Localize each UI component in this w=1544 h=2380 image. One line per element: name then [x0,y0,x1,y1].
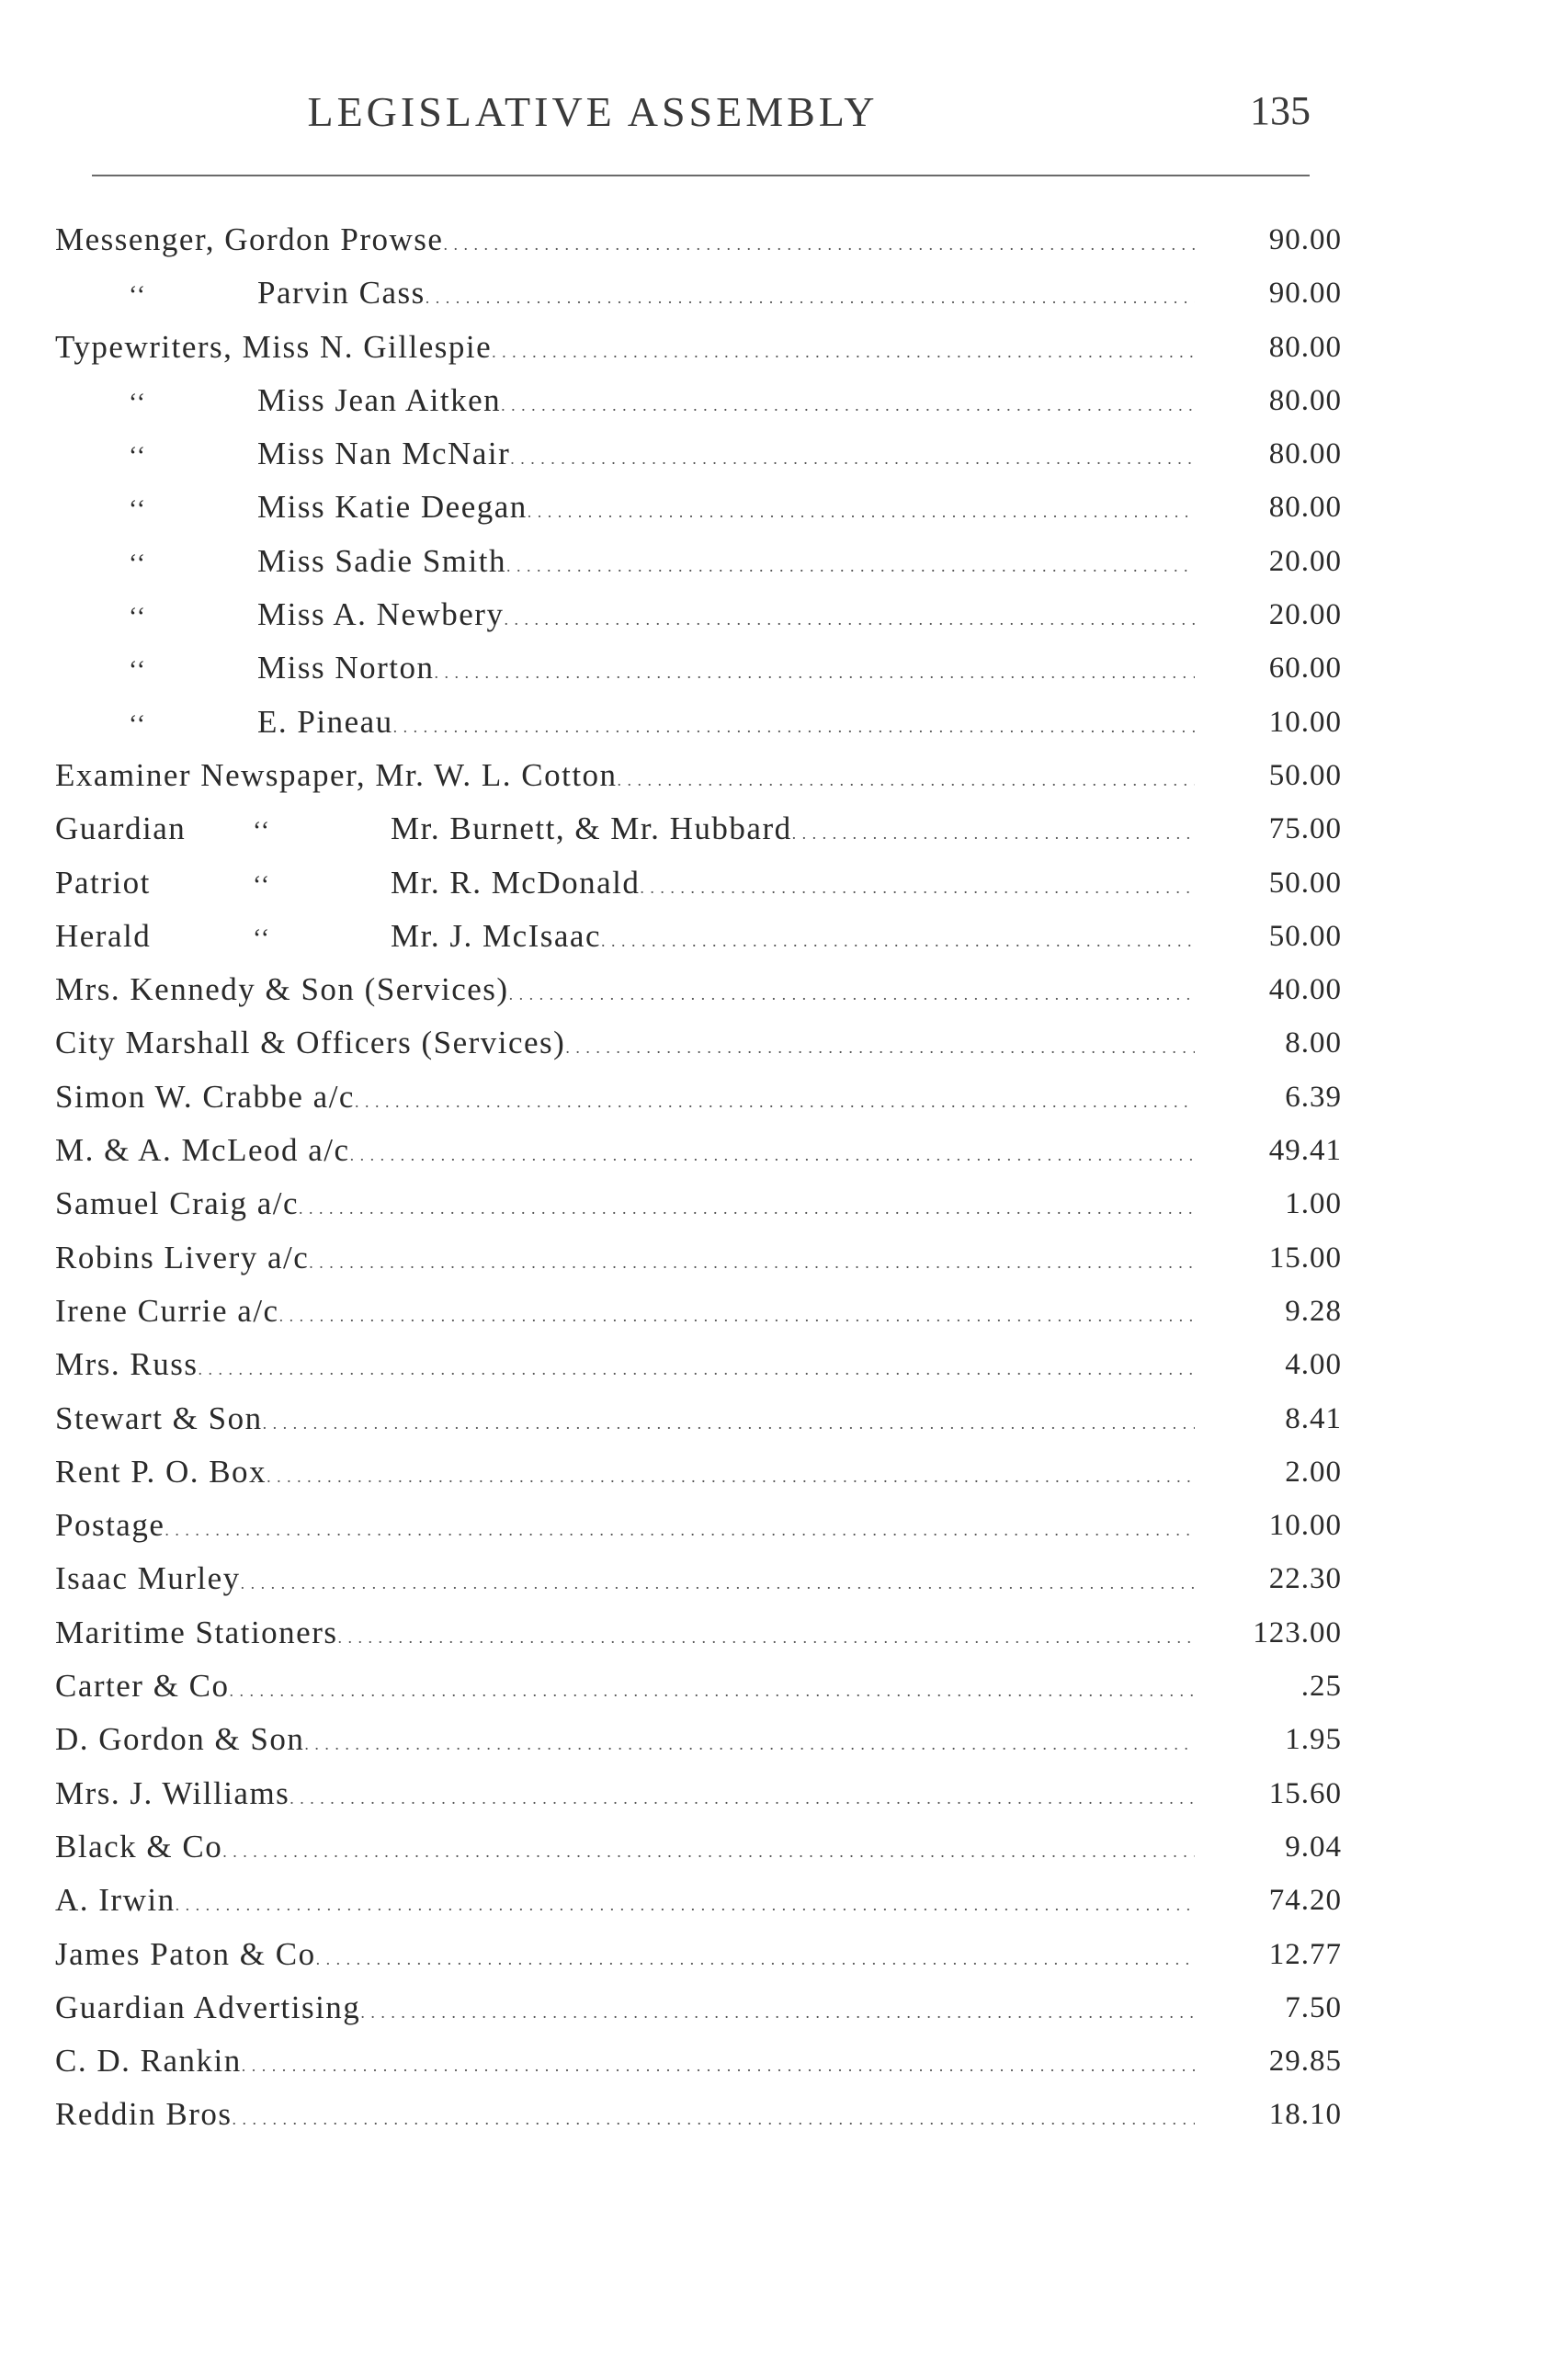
expense-row [0,1981,1544,2034]
expense-row [0,535,1544,588]
entry-label [55,1445,1195,1499]
entry-label [55,1499,1195,1552]
entry-label [55,535,1195,588]
expense-row [0,856,1544,910]
entry-amount: 123.00 [1253,1615,1342,1649]
entry-label [55,802,1195,856]
entry-name: Guardian Advertising [55,1989,361,2025]
entry-amount: 2.00 [1285,1455,1342,1489]
entry-label [55,641,1195,695]
entry-amount: 22.30 [1268,1562,1342,1596]
expense-row [0,1285,1544,1338]
entry-name: Miss Katie Deegan [257,489,528,526]
entry-amount: 1.95 [1285,1723,1342,1757]
entry-label [55,1874,1195,1927]
entry-name: M. & A. McLeod a/c [55,1132,350,1169]
entry-amount: 40.00 [1268,973,1342,1007]
ditto-mark: ‘‘ [129,549,147,578]
entry-label [55,1016,1195,1070]
expense-row [0,1231,1544,1285]
expense-row [0,1820,1544,1874]
entry-name: Messenger, Gordon Prowse [55,221,444,257]
entry-name: D. Gordon & Son [55,1721,305,1758]
entry-amount: 9.28 [1285,1294,1342,1328]
ditto-mark: ‘‘ [129,495,147,525]
entry-label [55,1606,1195,1660]
entry-name: Samuel Craig a/c [55,1185,300,1222]
entry-amount: 50.00 [1268,758,1342,792]
expense-row [0,1499,1544,1552]
expense-row [0,213,1544,266]
entry-name: Mr. J. McIsaac [391,917,602,954]
entry-amount: 50.00 [1268,919,1342,953]
entry-amount: 7.50 [1285,1990,1342,2024]
expense-row [0,1660,1544,1713]
header-rule [92,175,1310,176]
entry-amount: 6.39 [1285,1080,1342,1114]
entry-label [55,696,1195,749]
entry-amount: 80.00 [1268,491,1342,525]
entry-amount: 1.00 [1285,1187,1342,1221]
entry-name: Maritime Stationers [55,1614,338,1650]
expense-row [0,1606,1544,1660]
entry-name: Black & Co [55,1828,223,1864]
entry-name: Miss A. Newbery [257,596,505,633]
entry-name: Parvin Cass [257,275,426,312]
ditto-mark: ‘‘ [129,442,147,471]
entry-amount: 90.00 [1268,277,1342,311]
entry-name: James Paton & Co [55,1935,316,1972]
expense-row [0,641,1544,695]
ditto-mark: ‘‘ [253,870,271,900]
expense-row [0,1767,1544,1820]
expense-row [0,1392,1544,1445]
entry-label [55,1552,1195,1605]
entry-name: Isaac Murley [55,1560,241,1597]
newspaper-name: Herald [55,917,152,954]
entry-amount: 15.00 [1268,1241,1342,1275]
entry-label [55,481,1195,534]
entry-label [55,427,1195,481]
expense-row [0,266,1544,320]
expense-row [0,1338,1544,1391]
entry-label [55,1177,1195,1230]
entry-label [55,1124,1195,1177]
entry-name: Carter & Co [55,1668,230,1705]
entry-label [55,1660,1195,1713]
entry-amount: 20.00 [1268,598,1342,632]
entry-amount: 18.10 [1268,2098,1342,2132]
expense-row [0,802,1544,856]
entry-name: Rent P. O. Box [55,1453,267,1490]
entry-amount: 50.00 [1268,866,1342,900]
expense-row [0,1071,1544,1124]
entry-amount: 8.41 [1285,1401,1342,1435]
entry-amount: 80.00 [1268,383,1342,417]
expense-row [0,481,1544,534]
entry-name: Mrs. Russ [55,1346,199,1383]
entry-name: Typewriters, Miss N. Gillespie [55,328,493,365]
entry-name: Miss Nan McNair [257,436,511,472]
expense-row [0,374,1544,427]
expense-row [0,2088,1544,2141]
entry-label [55,1338,1195,1391]
newspaper-name: Guardian [55,810,187,847]
entry-amount: .25 [1300,1670,1342,1704]
expense-row [0,588,1544,641]
expense-row [0,2034,1544,2088]
expense-row [0,696,1544,749]
entry-amount: 15.60 [1268,1776,1342,1810]
entry-label [55,856,1195,910]
entry-amount: 10.00 [1268,705,1342,739]
entry-label [55,266,1195,320]
entry-name: Examiner Newspaper, Mr. W. L. Cotton [55,756,618,793]
entry-label [55,588,1195,641]
page-number: 135 [1250,88,1311,133]
entry-name: Miss Jean Aitken [257,381,502,418]
entry-label [55,1285,1195,1338]
newspaper-name: Patriot [55,864,151,901]
expense-row [0,1874,1544,1927]
expense-row [0,910,1544,963]
entry-label [55,910,1195,963]
ditto-mark: ‘‘ [129,388,147,417]
entry-name: Reddin Bros [55,2096,233,2133]
entry-amount: 75.00 [1268,812,1342,846]
entry-label [55,1231,1195,1285]
entry-amount: 4.00 [1285,1348,1342,1382]
expense-row [0,1713,1544,1766]
entry-label [55,749,1195,802]
entry-label [55,1820,1195,1874]
entry-label [55,1767,1195,1820]
entry-name: Miss Norton [257,650,435,686]
page-header [0,87,1544,152]
entry-name: Robins Livery a/c [55,1239,310,1275]
entry-amount: 80.00 [1268,437,1342,471]
expense-row [0,1016,1544,1070]
expense-row [0,427,1544,481]
entry-name: A. Irwin [55,1882,176,1919]
entry-amount: 29.85 [1268,2045,1342,2079]
entry-name: Simon W. Crabbe a/c [55,1078,355,1115]
entry-amount: 10.00 [1268,1509,1342,1543]
expense-row [0,1928,1544,1981]
entry-label [55,1071,1195,1124]
expense-row [0,321,1544,374]
expense-row [0,1552,1544,1605]
entry-amount: 20.00 [1268,544,1342,578]
entry-label [55,1392,1195,1445]
entry-name: C. D. Rankin [55,2043,242,2080]
entry-label [55,1981,1195,2034]
expense-row [0,963,1544,1016]
entry-label [55,374,1195,427]
entry-amount: 12.77 [1268,1937,1342,1971]
expense-list [0,213,1544,2142]
entry-name: City Marshall & Officers (Services) [55,1025,566,1061]
entry-amount: 74.20 [1268,1884,1342,1918]
entry-amount: 60.00 [1268,652,1342,686]
entry-name: Mr. R. McDonald [391,864,641,901]
entry-amount: 9.04 [1285,1830,1342,1864]
expense-row [0,1124,1544,1177]
entry-label [55,2034,1195,2088]
entry-name: Miss Sadie Smith [257,542,506,579]
ditto-mark: ‘‘ [129,603,147,632]
expense-row [0,1177,1544,1230]
entry-label [55,213,1195,266]
entry-label [55,321,1195,374]
ditto-mark: ‘‘ [129,281,147,311]
entry-label [55,1928,1195,1981]
entry-name: E. Pineau [257,703,393,740]
expense-row [0,1445,1544,1499]
ditto-mark: ‘‘ [253,924,271,953]
entry-label [55,1713,1195,1766]
entry-amount: 8.00 [1285,1026,1342,1060]
running-title: LEGISLATIVE ASSEMBLY [307,88,879,135]
entry-amount: 90.00 [1268,223,1342,256]
entry-name: Mrs. J. Williams [55,1774,290,1811]
entry-name: Stewart & Son [55,1400,263,1436]
entry-name: Irene Currie a/c [55,1292,279,1329]
entry-label [55,963,1195,1016]
ditto-mark: ‘‘ [253,817,271,846]
entry-name: Mr. Burnett, & Mr. Hubbard [391,810,792,847]
entry-amount: 49.41 [1268,1134,1342,1168]
entry-amount: 80.00 [1268,330,1342,364]
entry-label [55,2088,1195,2141]
entry-name: Mrs. Kennedy & Son (Services) [55,971,509,1008]
ditto-mark: ‘‘ [129,656,147,686]
expense-row [0,749,1544,802]
ditto-mark: ‘‘ [129,709,147,739]
entry-name: Postage [55,1507,165,1544]
